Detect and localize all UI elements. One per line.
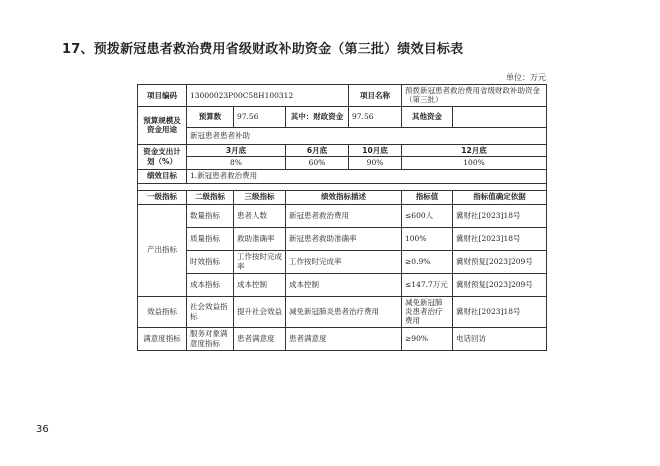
plan-header-march: 3月底 [187, 144, 286, 156]
table-cell: 患者满意度 [286, 327, 402, 350]
table-cell: 冀财社[2023]18号 [453, 296, 547, 327]
other-funds-label: 其他资金 [402, 106, 453, 127]
plan-value-june: 60% [286, 157, 349, 169]
budget-amount-label: 预算数 [187, 106, 234, 127]
fiscal-funds-label: 其中：财政资金 [286, 106, 349, 127]
header-level1: 一级指标 [138, 190, 187, 204]
table-cell: 患者人数 [234, 204, 286, 227]
table-cell: 100% [402, 227, 453, 250]
table-cell: 冀财社[2023]18号 [453, 204, 547, 227]
goal-text: 1.新冠患者救治费用 [187, 169, 547, 183]
table-cell: 电话回访 [453, 327, 547, 350]
unit-label: 单位：万元 [506, 73, 546, 82]
table-cell: 提升社会效益 [234, 296, 286, 327]
table-cell: 成本控制 [234, 273, 286, 296]
table-cell: 减免新冠肺炎患者治疗费用 [286, 296, 402, 327]
budget-label: 预算规模及资金用途 [138, 106, 187, 144]
header-level2: 二级指标 [187, 190, 234, 204]
table-cell: 冀财社[2023]18号 [453, 227, 547, 250]
table-cell: 新冠患者救治费用 [286, 204, 402, 227]
spending-plan-label: 资金支出计划（%） [138, 144, 187, 169]
page-number: 36 [36, 424, 49, 435]
plan-value-december: 100% [402, 157, 547, 169]
table-cell: 工作按时完成率 [234, 250, 286, 273]
table-cell: 服务对象满意度指标 [187, 327, 234, 350]
project-name-value: 预拨新冠患者救治费用省级财政补助资金（第三批） [402, 85, 547, 107]
table-cell: 患者满意度 [234, 327, 286, 350]
plan-value-march: 8% [187, 157, 286, 169]
fiscal-funds-value: 97.56 [349, 106, 402, 127]
plan-header-december: 12月底 [402, 144, 547, 156]
table-cell: 成本控制 [286, 273, 402, 296]
project-code-value: 13000023P00C58H100312 [187, 85, 349, 107]
table-cell: 救助准确率 [234, 227, 286, 250]
budget-amount-value: 97.56 [234, 106, 286, 127]
separator-row [138, 183, 547, 190]
project-code-label: 项目编码 [138, 85, 187, 107]
table-cell: ≥0.9% [402, 250, 453, 273]
table-cell: 新冠患者救助准确率 [286, 227, 402, 250]
performance-target-table [137, 84, 547, 351]
budget-purpose: 新冠患者患者补助 [187, 127, 547, 144]
header-value: 指标值 [402, 190, 453, 204]
plan-value-october: 90% [349, 157, 402, 169]
page-title: 17、预拨新冠患者救治费用省级财政补助资金（第三批）绩效目标表 [62, 42, 464, 57]
table-cell: ≤600人 [402, 204, 453, 227]
table-cell: 工作按时完成率 [286, 250, 402, 273]
satisfaction-indicator-label: 满意度指标 [138, 327, 187, 350]
table-cell: 冀财预复[2023]209号 [453, 273, 547, 296]
header-level3: 三级指标 [234, 190, 286, 204]
output-indicator-label: 产出指标 [138, 204, 187, 296]
header-description: 绩效指标描述 [286, 190, 402, 204]
goal-label: 绩效目标 [138, 169, 187, 183]
table-cell: ≥90% [402, 327, 453, 350]
table-cell: 数量指标 [187, 204, 234, 227]
other-funds-value [453, 106, 547, 127]
table-cell: 减免新冠肺炎患者治疗费用 [402, 296, 453, 327]
project-name-label: 项目名称 [349, 85, 402, 107]
table-cell: 冀财预复[2023]209号 [453, 250, 547, 273]
header-basis: 指标值确定依据 [453, 190, 547, 204]
table-cell: ≤147.7万元 [402, 273, 453, 296]
plan-header-october: 10月底 [349, 144, 402, 156]
benefit-indicator-label: 效益指标 [138, 296, 187, 327]
table-cell: 时效指标 [187, 250, 234, 273]
table-cell: 社会效益指标 [187, 296, 234, 327]
table-cell: 成本指标 [187, 273, 234, 296]
plan-header-june: 6月底 [286, 144, 349, 156]
table-cell: 质量指标 [187, 227, 234, 250]
